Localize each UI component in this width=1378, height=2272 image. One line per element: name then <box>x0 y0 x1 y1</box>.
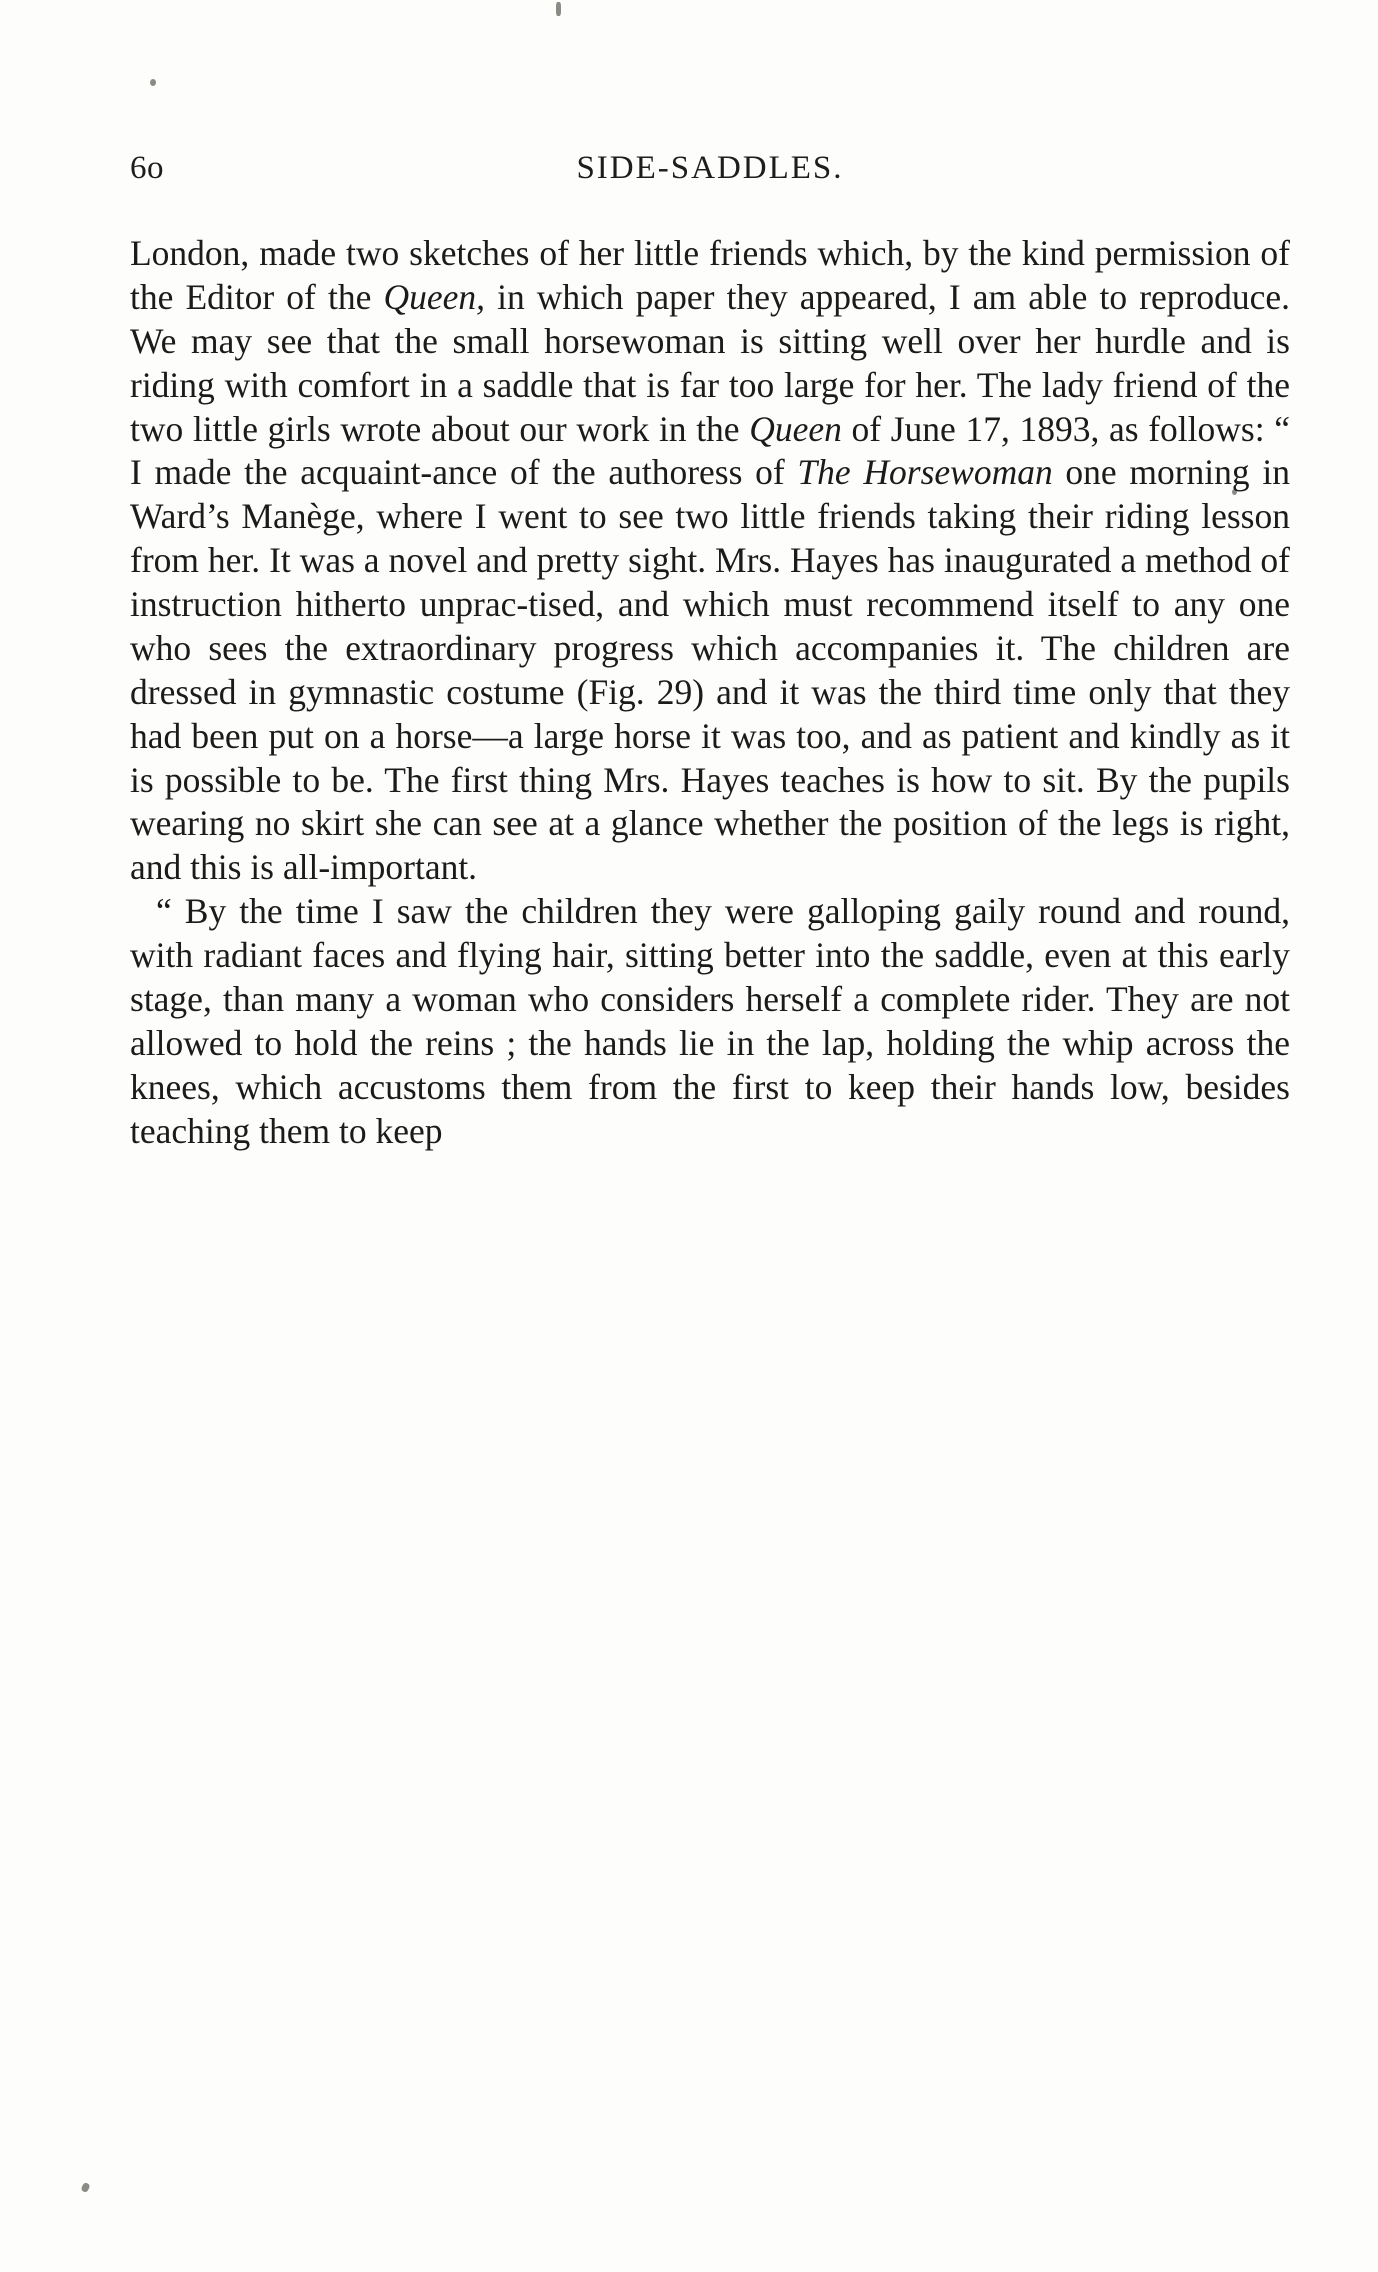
body-text <box>130 232 1290 1153</box>
paragraph <box>130 890 1290 1153</box>
page-header <box>130 150 1290 198</box>
running-head: SIDE-SADDLES. <box>576 150 844 186</box>
scan-speck-icon <box>556 2 561 16</box>
italic-title: The Horsewoman <box>797 452 1053 493</box>
scan-speck-icon <box>80 2182 90 2193</box>
italic-title: Queen, <box>383 276 485 317</box>
text-run: one morning in Ward’s Manège, where I went to see two little friends taking their riding lesson from her. It was a novel and pretty sight. Mrs. Hayes has inaugurated a method of instruction hitherto unprac-tised, and which must recommend itself to any one who sees the extraordinary progress which accompanies it. The children are dressed in gymnastic costume (Fig. 29) and it was the third time only that they had been put on a horse—a large horse it was too, and as patient and kindly as it is possible to be. The first thing Mrs. Hayes teaches is how to sit. By the pupils wearing no skirt she can see at a glance whether the position of the legs is right, and this is all-important. <box>130 452 1290 888</box>
italic-title: Queen <box>749 408 842 449</box>
paragraph <box>130 232 1290 890</box>
text-run: London, made two sketches of her little friends which, by the kind permission of the Editor of the <box>130 233 1290 317</box>
text-run: “ By the time I saw the children they were galloping gaily round and round, with radiant faces and flying hair, sitting better into the saddle, even at this early stage, than many a woman who considers herself a complete rider. They are not allowed to hold the reins ; the hands lie in the lap, holding the whip across the knees, which accustoms them from the first to keep their hands low, besides teaching them to keep <box>130 891 1290 1151</box>
scan-speck-icon <box>150 79 156 86</box>
text-run: in which paper they appeared, I am able to reproduce. We may see that the small horsewoman is sitting well over her hurdle and is riding with comfort in a saddle that is far too large for her. The lady friend of the two little girls wrote about our work in the <box>130 276 1290 449</box>
page-number: 6o <box>130 150 164 186</box>
text-run: of June 17, 1893, as follows: “ I made the acquaint-ance of the authoress of <box>130 408 1290 493</box>
